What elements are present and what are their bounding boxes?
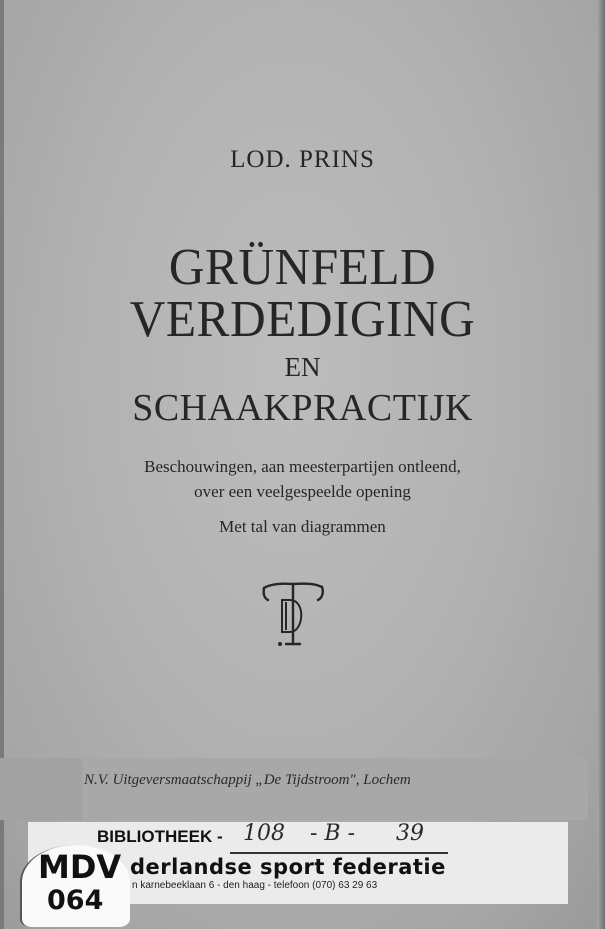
subtitle-line-2: over een veelgespeelde opening [194,482,411,501]
title-line-3: EN [284,352,321,382]
federation-name: derlandse sport federatie [130,855,446,879]
publisher-line: N.V. Uitgeversmaatschappij „De Tijdstroom", Lochem [84,772,411,788]
handwriting-underline [230,852,448,854]
subtitle-line-1: Beschouwingen, aan meesterpartijen ontleend, [144,457,461,476]
publisher-band [0,758,588,820]
federation-address: n karnebeeklaan 6 - den haag - telefoon (070) 63 29 63 [132,880,378,891]
library-heading: BIBLIOTHEEK - [97,827,223,846]
title-line-2: VERDEDIGING [129,291,476,348]
handwritten-shelf-letter: - B - [310,821,356,846]
handwritten-shelf-number-2: 39 [396,821,424,846]
stamp-number: 064 [47,885,104,916]
publisher-monogram-icon [260,578,326,648]
handwritten-shelf-number-1: 108 [243,821,285,846]
author-name: LOD. PRINS [230,146,375,173]
subtitle-line-3: Met tal van diagrammen [219,517,386,536]
title-line-4: SCHAAKPRACTIJK [132,387,473,429]
title-line-1: GRÜNFELD [168,239,437,296]
stamp-code: MDV [38,848,122,886]
